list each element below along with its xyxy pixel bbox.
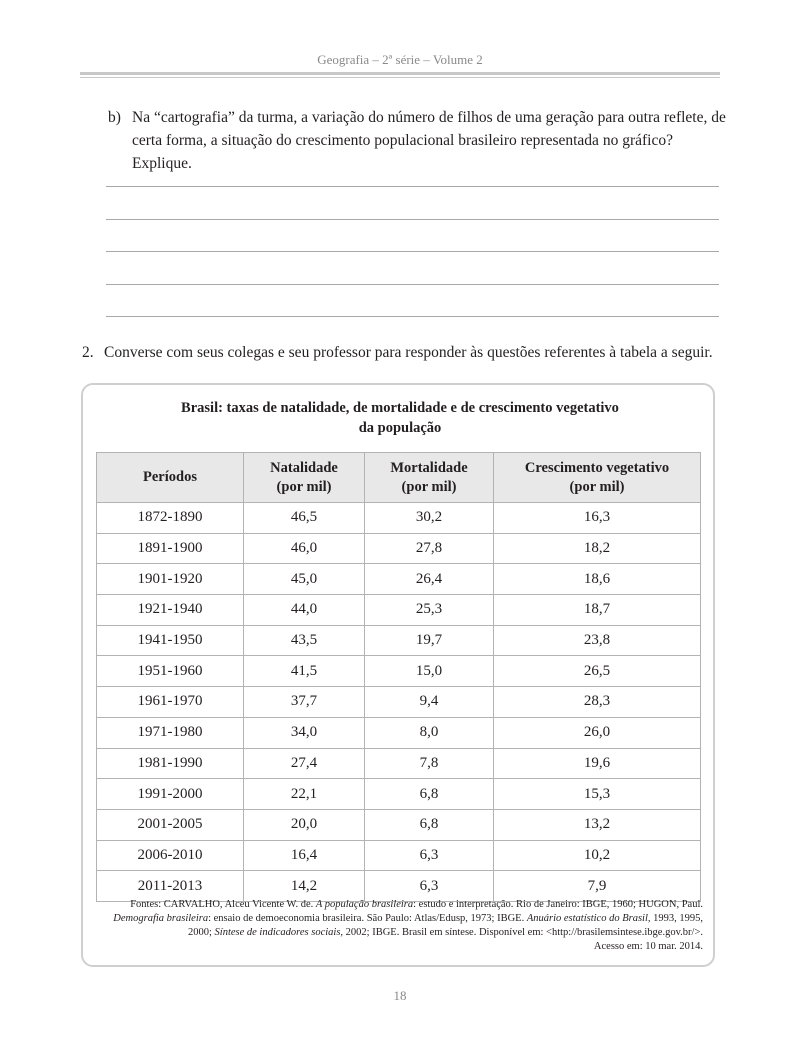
table-row [97, 595, 701, 626]
cell-mortalidade: 6,8 [365, 809, 494, 840]
table-row [97, 656, 701, 687]
cell-natalidade: 16,4 [244, 840, 365, 871]
question-2 [82, 342, 732, 364]
source-text: 2002; IBGE. Brasil em síntese. Disponível em: <http://brasilemsintese.ibge.gov.br/>. [343, 927, 703, 938]
cell-periodo: 2011-2013 [97, 871, 244, 902]
table-sources [96, 898, 703, 954]
answer-line [106, 186, 719, 187]
header-mortalidade [365, 453, 494, 503]
cell-crescimento: 13,2 [494, 809, 701, 840]
cell-periodo: 1971-1980 [97, 717, 244, 748]
cell-crescimento: 18,6 [494, 564, 701, 595]
question-b [108, 106, 728, 175]
table-row [97, 717, 701, 748]
cell-periodo: 1891-1900 [97, 533, 244, 564]
header-crescimento-label: Crescimento vegetativo [524, 459, 670, 476]
cell-mortalidade: 27,8 [365, 533, 494, 564]
cell-mortalidade: 6,3 [365, 871, 494, 902]
table-row [97, 840, 701, 871]
source-title: Síntese de indicadores sociais, [214, 927, 344, 938]
header-mortalidade-unit: (por mil) [401, 478, 457, 495]
answer-line [106, 251, 719, 252]
header-natalidade-unit: (por mil) [276, 478, 332, 495]
table-row [97, 748, 701, 779]
cell-natalidade: 20,0 [244, 809, 365, 840]
cell-natalidade: 14,2 [244, 871, 365, 902]
cell-periodo: 2006-2010 [97, 840, 244, 871]
answer-line [106, 316, 719, 317]
header-natalidade [244, 453, 365, 503]
question-2-marker: 2. [82, 344, 94, 361]
table-row [97, 809, 701, 840]
source-title: A população brasileira [315, 899, 414, 910]
cell-periodo: 1951-1960 [97, 656, 244, 687]
table-row [97, 533, 701, 564]
cell-natalidade: 46,0 [244, 533, 365, 564]
answer-line [106, 284, 719, 285]
source-title: Demografia brasileira [113, 913, 209, 924]
source-title: Anuário estatístico do Brasil, [526, 913, 651, 924]
cell-crescimento: 10,2 [494, 840, 701, 871]
source-text: : estudo e interpretação. Rio de Janeiro: IBGE, 1960; HUGON, Paul. [413, 899, 703, 910]
cell-natalidade: 45,0 [244, 564, 365, 595]
table-row [97, 625, 701, 656]
table-row [97, 687, 701, 718]
cell-natalidade: 37,7 [244, 687, 365, 718]
cell-periodo: 1941-1950 [97, 625, 244, 656]
answer-line [106, 219, 719, 220]
cell-periodo: 2001-2005 [97, 809, 244, 840]
header-natalidade-label: Natalidade [270, 459, 338, 476]
question-2-text: Converse com seus colegas e seu professor para responder às questões referentes à tabela a seguir. [104, 344, 713, 361]
header-rule-thin [80, 77, 720, 78]
cell-natalidade: 22,1 [244, 779, 365, 810]
question-b-marker: b) [108, 109, 121, 126]
cell-mortalidade: 9,4 [365, 687, 494, 718]
cell-mortalidade: 19,7 [365, 625, 494, 656]
cell-crescimento: 18,2 [494, 533, 701, 564]
table-row [97, 871, 701, 902]
cell-crescimento: 28,3 [494, 687, 701, 718]
source-text: Fontes: CARVALHO, Alceu Vicente W. de. [130, 899, 316, 910]
table-header-row [97, 453, 701, 503]
header-periodos-label: Períodos [143, 469, 197, 485]
source-text: : ensaio de demoeconomia brasileira. São Paulo: Atlas/Edusp, 1973; IBGE. [208, 913, 527, 924]
table-row [97, 564, 701, 595]
table-title [0, 398, 800, 438]
data-table [96, 452, 701, 902]
page-number: 18 [393, 988, 407, 1003]
source-text: 1993, 1995, 2000; [187, 913, 703, 938]
cell-natalidade: 44,0 [244, 595, 365, 626]
cell-mortalidade: 30,2 [365, 503, 494, 534]
cell-mortalidade: 15,0 [365, 656, 494, 687]
table-title-line-1: Brasil: taxas de natalidade, de mortalidade e de crescimento vegetativo [181, 400, 619, 416]
cell-mortalidade: 26,4 [365, 564, 494, 595]
table-row [97, 779, 701, 810]
question-b-text: Na “cartografia” da turma, a variação do número de filhos de uma geração para outra reflete, de certa forma, a situação do crescimento populacional brasileiro representada no gráfico? Explique. [132, 109, 726, 172]
cell-periodo: 1921-1940 [97, 595, 244, 626]
cell-crescimento: 7,9 [494, 871, 701, 902]
cell-natalidade: 27,4 [244, 748, 365, 779]
cell-periodo: 1961-1970 [97, 687, 244, 718]
cell-mortalidade: 7,8 [365, 748, 494, 779]
cell-periodo: 1991-2000 [97, 779, 244, 810]
cell-mortalidade: 25,3 [365, 595, 494, 626]
header-mortalidade-label: Mortalidade [390, 459, 468, 476]
cell-crescimento: 18,7 [494, 595, 701, 626]
header-crescimento [494, 453, 701, 503]
cell-periodo: 1901-1920 [97, 564, 244, 595]
running-head: Geografia – 2ª série – Volume 2 [317, 52, 483, 67]
header-periodos [97, 453, 244, 503]
cell-mortalidade: 8,0 [365, 717, 494, 748]
cell-periodo: 1872-1890 [97, 503, 244, 534]
cell-natalidade: 34,0 [244, 717, 365, 748]
cell-mortalidade: 6,8 [365, 779, 494, 810]
cell-crescimento: 23,8 [494, 625, 701, 656]
cell-crescimento: 26,0 [494, 717, 701, 748]
cell-crescimento: 26,5 [494, 656, 701, 687]
table-row [97, 503, 701, 534]
header-crescimento-unit: (por mil) [569, 478, 625, 495]
cell-mortalidade: 6,3 [365, 840, 494, 871]
table-title-line-2: da população [358, 420, 442, 436]
cell-natalidade: 46,5 [244, 503, 365, 534]
cell-natalidade: 43,5 [244, 625, 365, 656]
cell-periodo: 1981-1990 [97, 748, 244, 779]
cell-natalidade: 41,5 [244, 656, 365, 687]
source-access-date: Acesso em: 10 mar. 2014. [593, 941, 703, 952]
header-rule [80, 72, 720, 75]
cell-crescimento: 16,3 [494, 503, 701, 534]
cell-crescimento: 15,3 [494, 779, 701, 810]
cell-crescimento: 19,6 [494, 748, 701, 779]
